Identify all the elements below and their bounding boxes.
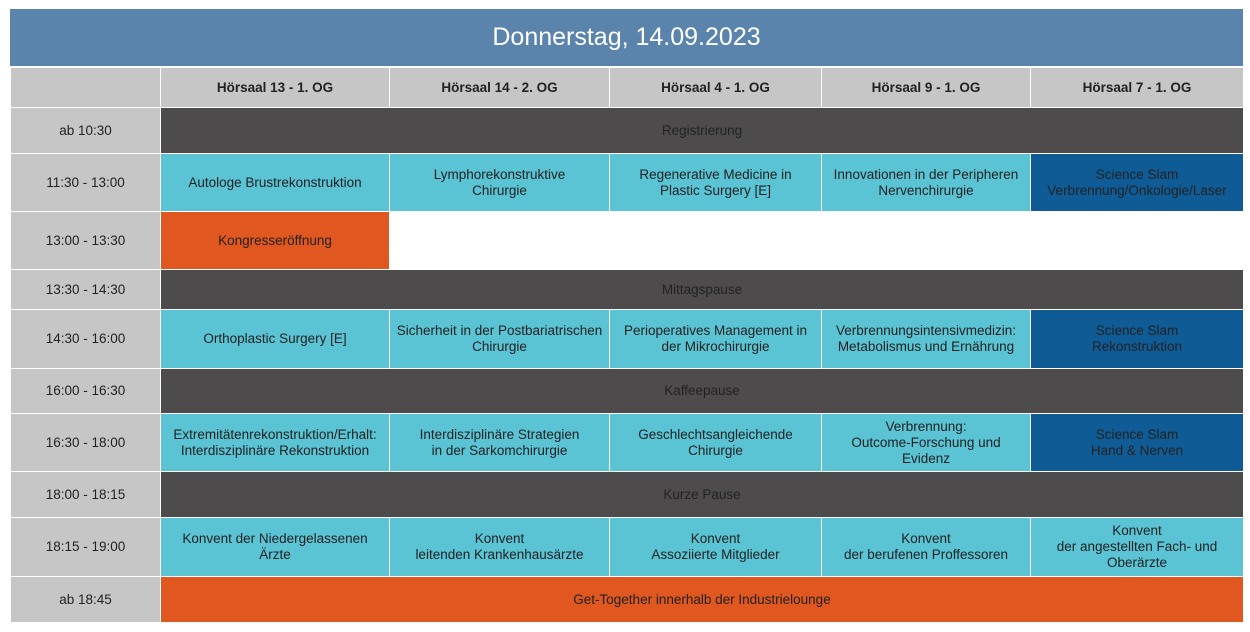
empty-cell <box>822 212 1031 270</box>
room-header: Hörsaal 13 - 1. OG <box>161 68 390 108</box>
session-title: der berufenen Proffessoren <box>843 547 1009 562</box>
session-cell[interactable] <box>390 414 610 472</box>
session-cell[interactable] <box>390 310 610 369</box>
break-cell-short: Kurze Pause <box>161 472 1244 518</box>
session-title: Plastic Surgery [E] <box>659 182 772 198</box>
session-title: Konvent <box>1112 523 1162 538</box>
session-title: Innovationen in der Peripheren <box>833 166 1019 182</box>
session-title: Chirurgie <box>688 442 743 458</box>
session-title: Perioperatives Management in <box>623 323 808 338</box>
schedule-table <box>10 67 1244 623</box>
session-cell[interactable] <box>390 518 610 577</box>
session-title: der Mikrochirurgie <box>661 339 770 354</box>
get-together-cell[interactable]: Get-Together innerhalb der Industrielounge <box>161 577 1244 623</box>
time-slot: 14:30 - 16:00 <box>11 310 161 369</box>
break-cell-coffee: Kaffeepause <box>161 369 1244 414</box>
session-title: Verbrennung/Onkologie/Laser <box>1047 182 1227 198</box>
session-cell[interactable] <box>390 154 610 212</box>
session-title: Sicherheit in der Postbariatrischen <box>396 323 603 338</box>
opening-session-cell[interactable] <box>161 212 390 270</box>
session-cell[interactable] <box>610 154 822 212</box>
session-title: Chirurgie <box>472 339 527 354</box>
science-slam-cell[interactable] <box>1031 310 1244 369</box>
session-title: Regenerative Medicine in <box>639 166 792 182</box>
session-title: Nervenchirurgie <box>878 182 974 198</box>
session-cell[interactable] <box>822 414 1031 472</box>
session-title: Interdisziplinäre Strategien <box>419 426 580 442</box>
empty-cell <box>610 212 822 270</box>
time-slot: 13:30 - 14:30 <box>11 270 161 310</box>
session-title: der angestellten Fach- und <box>1056 539 1218 554</box>
time-slot: 16:00 - 16:30 <box>11 369 161 414</box>
table-row <box>11 414 1244 472</box>
time-slot: 18:15 - 19:00 <box>11 518 161 577</box>
session-title: Autologe Brustrekonstruktion <box>188 174 362 190</box>
session-title: Hand & Nerven <box>1090 442 1184 458</box>
session-title: Konvent der Niedergelassenen Ärzte <box>182 531 368 562</box>
session-title: Lymphorekonstruktive <box>433 166 566 182</box>
session-title: Verbrennungsintensivmedizin: <box>835 323 1017 338</box>
session-title: Konvent <box>474 531 525 546</box>
session-title: Interdisziplinäre Rekonstruktion <box>180 442 370 458</box>
table-row <box>11 212 1244 270</box>
session-cell[interactable] <box>610 310 822 369</box>
session-title: Orthoplastic Surgery [E] <box>203 331 347 346</box>
session-title: Chirurgie <box>472 182 527 198</box>
time-slot: ab 10:30 <box>11 108 161 154</box>
session-cell[interactable] <box>822 518 1031 577</box>
table-row <box>11 472 1244 518</box>
table-row <box>11 577 1244 623</box>
session-cell[interactable] <box>610 518 822 577</box>
table-row <box>11 369 1244 414</box>
time-slot: 16:30 - 18:00 <box>11 414 161 472</box>
corner-cell <box>11 68 161 108</box>
time-slot: 13:00 - 13:30 <box>11 212 161 270</box>
table-row <box>11 270 1244 310</box>
session-cell[interactable] <box>822 310 1031 369</box>
empty-cell <box>390 212 610 270</box>
session-title: in der Sarkomchirurgie <box>431 442 568 458</box>
session-title: Science Slam <box>1095 426 1179 442</box>
session-title: leitenden Krankenhausärzte <box>415 547 584 562</box>
session-cell[interactable] <box>1031 518 1244 577</box>
schedule-title: Donnerstag, 14.09.2023 <box>10 9 1243 67</box>
session-title: Verbrennung: <box>885 418 967 434</box>
session-title: Science Slam <box>1095 323 1179 338</box>
session-title: Science Slam <box>1095 166 1179 182</box>
session-cell[interactable] <box>161 414 390 472</box>
science-slam-cell[interactable] <box>1031 154 1244 212</box>
room-header: Hörsaal 9 - 1. OG <box>822 68 1031 108</box>
session-title: Konvent <box>690 531 741 546</box>
session-title: Rekonstruktion <box>1091 339 1183 354</box>
table-row <box>11 310 1244 369</box>
session-title: Geschlechtsangleichende <box>638 426 793 442</box>
session-title: Kongresseröffnung <box>218 232 332 248</box>
session-cell[interactable] <box>161 310 390 369</box>
table-row <box>11 154 1244 212</box>
session-title: Extremitätenrekonstruktion/Erhalt: <box>173 426 377 442</box>
table-row <box>11 108 1244 154</box>
table-row <box>11 518 1244 577</box>
room-header: Hörsaal 4 - 1. OG <box>610 68 822 108</box>
session-cell[interactable] <box>161 518 390 577</box>
session-cell[interactable] <box>822 154 1031 212</box>
session-title: Metabolismus und Ernährung <box>837 339 1015 354</box>
session-title: Oberärzte <box>1106 555 1168 570</box>
schedule-wrapper <box>10 9 1243 623</box>
time-slot: 18:00 - 18:15 <box>11 472 161 518</box>
room-header: Hörsaal 14 - 2. OG <box>390 68 610 108</box>
empty-cell <box>1031 212 1244 270</box>
time-slot: 11:30 - 13:00 <box>11 154 161 212</box>
session-cell[interactable] <box>161 154 390 212</box>
session-title: Outcome-Forschung und Evidenz <box>851 434 1001 466</box>
session-title: Konvent <box>901 531 951 546</box>
science-slam-cell[interactable] <box>1031 414 1244 472</box>
room-header-row <box>11 68 1244 108</box>
session-cell[interactable] <box>610 414 822 472</box>
room-header: Hörsaal 7 - 1. OG <box>1031 68 1244 108</box>
break-cell-registration: Registrierung <box>161 108 1244 154</box>
break-cell-lunch: Mittagspause <box>161 270 1244 310</box>
session-title: Assoziierte Mitglieder <box>651 547 780 562</box>
time-slot: ab 18:45 <box>11 577 161 623</box>
